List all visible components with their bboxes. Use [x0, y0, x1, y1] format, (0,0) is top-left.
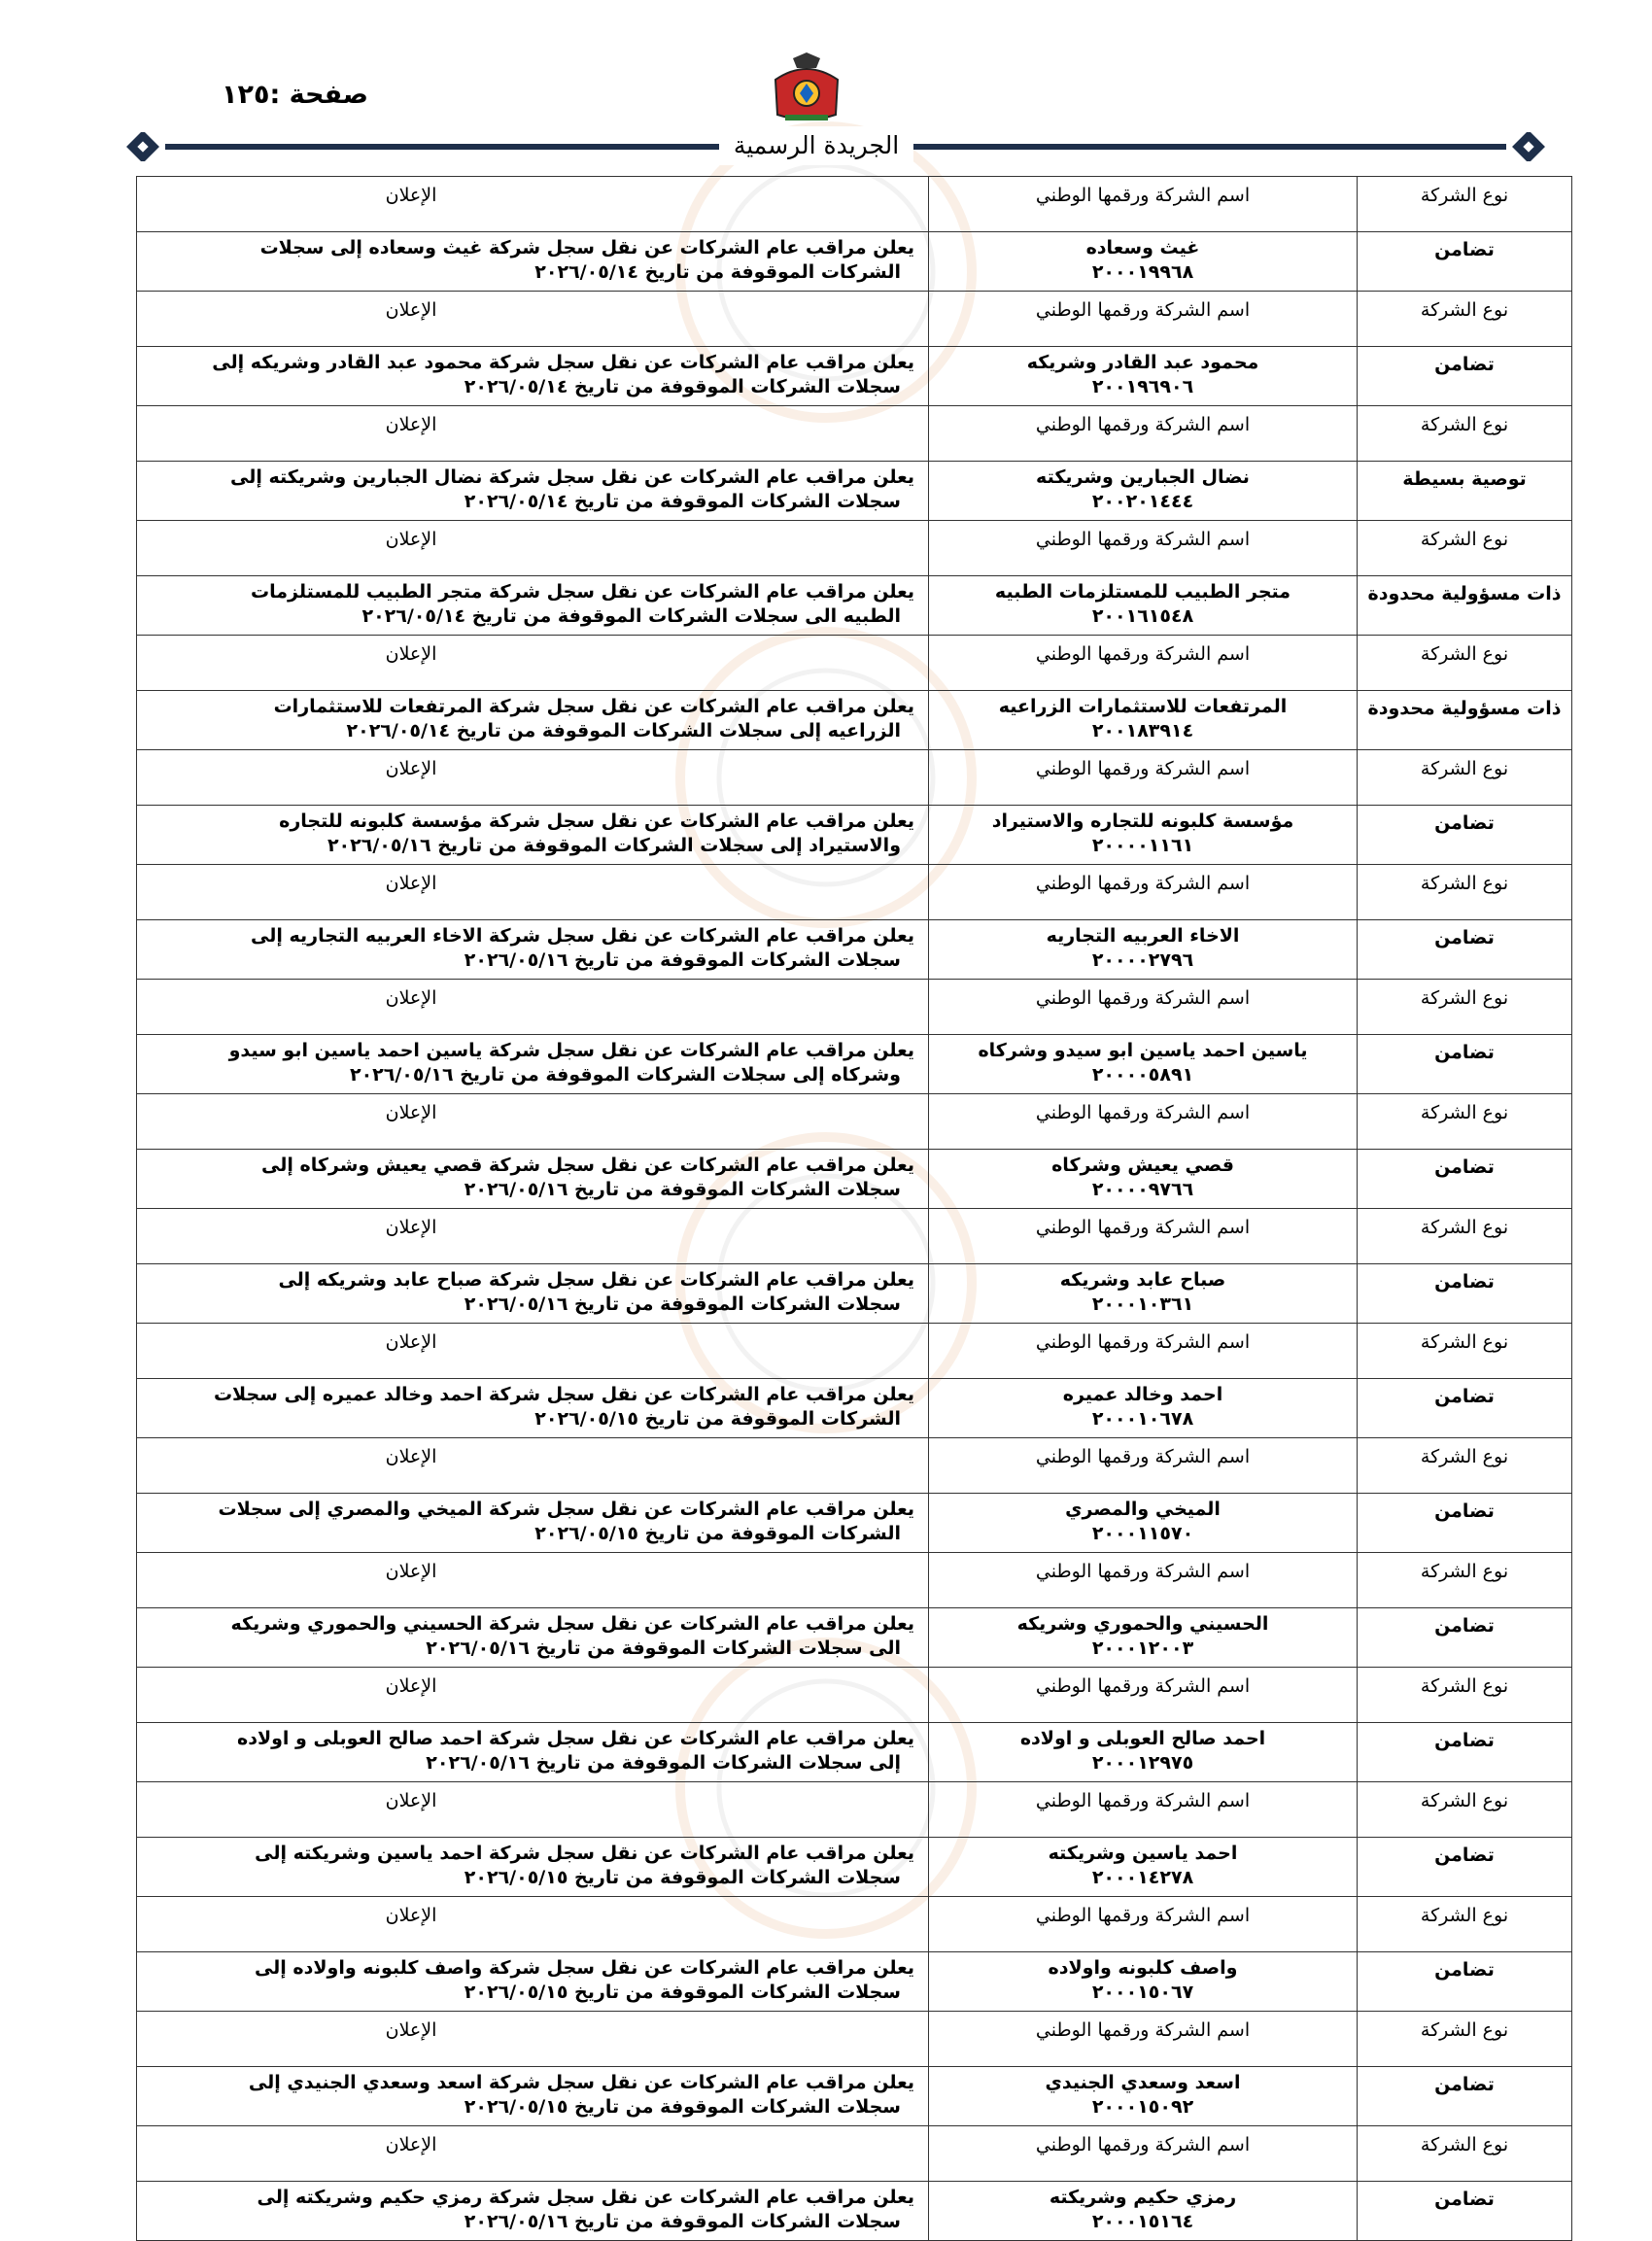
announcement-line-2: الى سجلات الشركات الموقوفة من تاريخ ٢٠٢٦/٠٥/١٦ — [426, 1638, 901, 1659]
header-announcement: الإعلان — [137, 2126, 929, 2182]
announcement-line-1: يعلن مراقب عام الشركات عن نقل سجل شركة صباح عابد وشريكه إلى — [278, 1269, 914, 1291]
announcement-cell — [137, 1035, 929, 1094]
company-name-cell — [929, 1952, 1358, 2012]
header-name: اسم الشركة ورقمها الوطني — [929, 1897, 1358, 1952]
header-name: اسم الشركة ورقمها الوطني — [929, 1094, 1358, 1150]
company-name-cell — [929, 462, 1358, 521]
header-type: نوع الشركة — [1358, 2126, 1572, 2182]
header-type: نوع الشركة — [1358, 1897, 1572, 1952]
announcement-cell — [137, 806, 929, 865]
company-row — [137, 1150, 1572, 1209]
header-type: نوع الشركة — [1358, 980, 1572, 1035]
column-header-row — [137, 1553, 1572, 1608]
company-name: صباح عابد وشريكه — [1059, 1269, 1226, 1291]
company-number: ٢٠٠١٨٣٩١٤ — [1091, 720, 1194, 741]
company-number: ٢٠٠٠١٥١٦٤ — [1091, 2211, 1194, 2232]
header-name: اسم الشركة ورقمها الوطني — [929, 1782, 1358, 1838]
column-header-row — [137, 1668, 1572, 1723]
header-announcement: الإعلان — [137, 406, 929, 462]
company-number: ٢٠٠٠٠١١٦١ — [1091, 835, 1194, 856]
header-announcement: الإعلان — [137, 1897, 929, 1952]
gazette-title: الجريدة الرسمية — [719, 126, 913, 165]
column-header-row — [137, 2012, 1572, 2067]
company-row — [137, 1379, 1572, 1438]
company-name: نضال الجبارين وشريكته — [1036, 466, 1250, 488]
company-name-cell — [929, 1379, 1358, 1438]
column-header-row — [137, 980, 1572, 1035]
announcement-line-1: يعلن مراقب عام الشركات عن نقل سجل شركة الميخي والمصري إلى سجلات — [218, 1499, 914, 1520]
announcement-line-2: والاستيراد إلى سجلات الشركات الموقوفة من تاريخ ٢٠٢٦/٠٥/١٦ — [327, 835, 901, 856]
announcement-cell — [137, 1150, 929, 1209]
announcement-line-2: سجلات الشركات الموقوفة من تاريخ ٢٠٢٦/٠٥/١٦ — [464, 1179, 901, 1200]
company-row — [137, 691, 1572, 750]
announcement-line-2: سجلات الشركات الموقوفة من تاريخ ٢٠٢٦/٠٥/١٤ — [464, 376, 901, 397]
company-number: ٢٠٠٠٠٥٨٩١ — [1091, 1064, 1194, 1086]
announcement-line-1: يعلن مراقب عام الشركات عن نقل سجل شركة الحسيني والحموري وشريكه — [230, 1613, 914, 1635]
company-row — [137, 347, 1572, 406]
company-number: ٢٠٠٠١٥٠٦٧ — [1091, 1982, 1194, 2003]
header-name: اسم الشركة ورقمها الوطني — [929, 865, 1358, 920]
company-name: متجر الطبيب للمستلزمات الطبيه — [994, 581, 1291, 603]
company-name-cell — [929, 1035, 1358, 1094]
header-name: اسم الشركة ورقمها الوطني — [929, 2012, 1358, 2067]
company-type: تضامن — [1358, 1723, 1572, 1782]
header-name: اسم الشركة ورقمها الوطني — [929, 177, 1358, 232]
company-name: غيث وسعاده — [1085, 237, 1200, 259]
header-type: نوع الشركة — [1358, 2012, 1572, 2067]
announcement-line-2: سجلات الشركات الموقوفة من تاريخ ٢٠٢٦/٠٥/١٥ — [464, 2096, 901, 2118]
company-type: تضامن — [1358, 1379, 1572, 1438]
announcement-line-2: الطبيه الى سجلات الشركات الموقوفة من تاريخ ٢٠٢٦/٠٥/١٤ — [361, 605, 901, 627]
header-name: اسم الشركة ورقمها الوطني — [929, 1324, 1358, 1379]
announcement-line-1: يعلن مراقب عام الشركات عن نقل سجل شركة واصف كلبونه واولاده إلى — [254, 1957, 914, 1979]
column-header-row — [137, 1094, 1572, 1150]
company-type: تضامن — [1358, 1838, 1572, 1897]
company-name-cell — [929, 1494, 1358, 1553]
announcement-line-1: يعلن مراقب عام الشركات عن نقل سجل شركة قصي يعيش وشركاه إلى — [261, 1155, 914, 1176]
column-header-row — [137, 292, 1572, 347]
announcement-line-2: الشركات الموقوفة من تاريخ ٢٠٢٦/٠٥/١٥ — [534, 1523, 901, 1544]
announcement-cell — [137, 691, 929, 750]
column-header-row — [137, 1897, 1572, 1952]
header-type: نوع الشركة — [1358, 1209, 1572, 1264]
column-header-row — [137, 750, 1572, 806]
announcement-cell — [137, 1494, 929, 1553]
announcement-line-1: يعلن مراقب عام الشركات عن نقل سجل شركة الاخاء العربيه التجاريه إلى — [251, 925, 914, 947]
header-announcement: الإعلان — [137, 1209, 929, 1264]
announcement-cell — [137, 920, 929, 980]
company-name-cell — [929, 2182, 1358, 2241]
company-number: ٢٠٠٠١٢٠٠٣ — [1091, 1638, 1194, 1659]
header-name: اسم الشركة ورقمها الوطني — [929, 980, 1358, 1035]
header-name: اسم الشركة ورقمها الوطني — [929, 1209, 1358, 1264]
header-announcement: الإعلان — [137, 521, 929, 576]
company-type: تضامن — [1358, 1035, 1572, 1094]
company-name: واصف كلبونه واولاده — [1048, 1957, 1238, 1979]
company-number: ٢٠٠٠١٩٩٦٨ — [1091, 261, 1194, 283]
header-name: اسم الشركة ورقمها الوطني — [929, 2126, 1358, 2182]
header-name: اسم الشركة ورقمها الوطني — [929, 636, 1358, 691]
announcement-line-2: سجلات الشركات الموقوفة من تاريخ ٢٠٢٦/٠٥/١٥ — [464, 1982, 901, 2003]
company-type: تضامن — [1358, 1952, 1572, 2012]
column-header-row — [137, 865, 1572, 920]
header-announcement: الإعلان — [137, 2012, 929, 2067]
company-name: احمد صالح العوبلى و اولاده — [1019, 1728, 1266, 1749]
company-row — [137, 806, 1572, 865]
company-type: تضامن — [1358, 2067, 1572, 2126]
header-name: اسم الشركة ورقمها الوطني — [929, 750, 1358, 806]
company-number: ٢٠٠٠٠٢٧٩٦ — [1091, 949, 1194, 971]
header-announcement: الإعلان — [137, 1438, 929, 1494]
header-announcement: الإعلان — [137, 636, 929, 691]
header-type: نوع الشركة — [1358, 750, 1572, 806]
page-number: صفحة :١٢٥ — [222, 80, 369, 110]
company-row — [137, 1952, 1572, 2012]
header-announcement: الإعلان — [137, 865, 929, 920]
company-row — [137, 1608, 1572, 1668]
announcement-cell — [137, 2182, 929, 2241]
column-header-row — [137, 1209, 1572, 1264]
announcement-cell — [137, 1608, 929, 1668]
company-type: تضامن — [1358, 806, 1572, 865]
announcement-line-2: وشركاه إلى سجلات الشركات الموقوفة من تاريخ ٢٠٢٦/٠٥/١٦ — [349, 1064, 901, 1086]
announcement-line-1: يعلن مراقب عام الشركات عن نقل سجل شركة المرتفعات للاستثمارات — [273, 696, 914, 717]
header-announcement: الإعلان — [137, 1553, 929, 1608]
company-number: ٢٠٠٠١٢٩٧٥ — [1091, 1752, 1194, 1774]
company-number: ٢٠٠١٩٦٩٠٦ — [1091, 376, 1194, 397]
announcement-line-1: يعلن مراقب عام الشركات عن نقل سجل شركة ياسين احمد ياسين ابو سيدو — [228, 1040, 914, 1061]
header-announcement: الإعلان — [137, 292, 929, 347]
company-name: الاخاء العربيه التجاريه — [1046, 925, 1240, 947]
announcement-line-2: الشركات الموقوفة من تاريخ ٢٠٢٦/٠٥/١٥ — [534, 1408, 901, 1430]
company-name-cell — [929, 691, 1358, 750]
announcement-cell — [137, 2067, 929, 2126]
header-announcement: الإعلان — [137, 1094, 929, 1150]
announcement-line-2: سجلات الشركات الموقوفة من تاريخ ٢٠٢٦/٠٥/١٦ — [464, 2211, 901, 2232]
header-announcement: الإعلان — [137, 980, 929, 1035]
company-row — [137, 1264, 1572, 1324]
header-name: اسم الشركة ورقمها الوطني — [929, 406, 1358, 462]
company-name-cell — [929, 920, 1358, 980]
company-name: الميخي والمصري — [1065, 1499, 1221, 1520]
announcement-line-1: يعلن مراقب عام الشركات عن نقل سجل شركة احمد صالح العوبلى و اولاده — [237, 1728, 914, 1749]
announcement-line-1: يعلن مراقب عام الشركات عن نقل سجل شركة نضال الجبارين وشريكته إلى — [229, 466, 914, 488]
announcement-line-2: إلى سجلات الشركات الموقوفة من تاريخ ٢٠٢٦/٠٥/١٦ — [426, 1752, 901, 1774]
company-type: تضامن — [1358, 1150, 1572, 1209]
announcement-cell — [137, 347, 929, 406]
company-name: الحسيني والحموري وشريكه — [1016, 1613, 1269, 1635]
company-type: تضامن — [1358, 1608, 1572, 1668]
company-name-cell — [929, 2067, 1358, 2126]
company-row — [137, 2067, 1572, 2126]
company-row — [137, 462, 1572, 521]
header-name: اسم الشركة ورقمها الوطني — [929, 292, 1358, 347]
company-name: احمد ياسين وشريكته — [1048, 1843, 1238, 1864]
column-header-row — [137, 1782, 1572, 1838]
company-name: اسعد وسعدي الجنيدي — [1045, 2072, 1241, 2093]
company-number: ٢٠٠٠١٠٣٦١ — [1091, 1293, 1194, 1315]
company-type: تضامن — [1358, 347, 1572, 406]
company-name-cell — [929, 1608, 1358, 1668]
header-type: نوع الشركة — [1358, 1782, 1572, 1838]
announcement-line-2: سجلات الشركات الموقوفة من تاريخ ٢٠٢٦/٠٥/١٦ — [464, 1293, 901, 1315]
announcement-line-1: يعلن مراقب عام الشركات عن نقل سجل شركة متجر الطبيب للمستلزمات — [251, 581, 914, 603]
announcement-cell — [137, 1264, 929, 1324]
company-name-cell — [929, 1264, 1358, 1324]
header-type: نوع الشركة — [1358, 292, 1572, 347]
company-name-cell — [929, 1838, 1358, 1897]
company-row — [137, 1494, 1572, 1553]
column-header-row — [137, 636, 1572, 691]
announcement-line-1: يعلن مراقب عام الشركات عن نقل سجل شركة احمد ياسين وشريكته إلى — [255, 1843, 914, 1864]
company-number: ٢٠٠٠١٤٢٧٨ — [1091, 1867, 1194, 1888]
company-number: ٢٠٠٠٠٩٧٦٦ — [1091, 1179, 1194, 1200]
header-announcement: الإعلان — [137, 750, 929, 806]
header-type: نوع الشركة — [1358, 1668, 1572, 1723]
header-type: نوع الشركة — [1358, 521, 1572, 576]
company-row — [137, 2182, 1572, 2241]
column-header-row — [137, 1438, 1572, 1494]
announcement-line-1: يعلن مراقب عام الشركات عن نقل سجل شركة محمود عبد القادر وشريكه إلى — [212, 352, 914, 373]
announcement-cell — [137, 1723, 929, 1782]
company-name: ياسين احمد ياسين ابو سيدو وشركاه — [978, 1040, 1308, 1061]
header-name: اسم الشركة ورقمها الوطني — [929, 521, 1358, 576]
company-name-cell — [929, 232, 1358, 292]
company-name-cell — [929, 576, 1358, 636]
header-type: نوع الشركة — [1358, 1553, 1572, 1608]
announcement-cell — [137, 1379, 929, 1438]
header-type: نوع الشركة — [1358, 1094, 1572, 1150]
company-row — [137, 1838, 1572, 1897]
company-name: مؤسسة كلبونه للتجاره والاستيراد — [991, 810, 1294, 832]
column-header-row — [137, 1324, 1572, 1379]
company-type: توصية بسيطة — [1358, 462, 1572, 521]
company-row — [137, 1035, 1572, 1094]
company-name: المرتفعات للاستثمارات الزراعيه — [998, 696, 1288, 717]
header-name: اسم الشركة ورقمها الوطني — [929, 1438, 1358, 1494]
coat-of-arms-icon — [768, 51, 845, 126]
header-name: اسم الشركة ورقمها الوطني — [929, 1553, 1358, 1608]
announcement-cell — [137, 1952, 929, 2012]
company-number: ٢٠٠٢٠١٤٤٤ — [1091, 491, 1194, 512]
column-header-row — [137, 521, 1572, 576]
announcement-line-2: سجلات الشركات الموقوفة من تاريخ ٢٠٢٦/٠٥/١٦ — [464, 949, 901, 971]
header-announcement: الإعلان — [137, 1668, 929, 1723]
announcement-line-1: يعلن مراقب عام الشركات عن نقل سجل شركة احمد وخالد عميره إلى سجلات — [213, 1384, 914, 1405]
company-type: تضامن — [1358, 1264, 1572, 1324]
header-announcement: الإعلان — [137, 1782, 929, 1838]
header-name: اسم الشركة ورقمها الوطني — [929, 1668, 1358, 1723]
header-type: نوع الشركة — [1358, 177, 1572, 232]
company-name-cell — [929, 806, 1358, 865]
announcement-line-2: سجلات الشركات الموقوفة من تاريخ ٢٠٢٦/٠٥/١٤ — [464, 491, 901, 512]
company-row — [137, 1723, 1572, 1782]
announcement-cell — [137, 576, 929, 636]
company-number: ٢٠٠١٦١٥٤٨ — [1091, 605, 1194, 627]
company-type: تضامن — [1358, 920, 1572, 980]
company-number: ٢٠٠٠١٥٠٩٢ — [1091, 2096, 1194, 2118]
company-name: قصي يعيش وشركاه — [1051, 1155, 1234, 1176]
company-name: رمزي حكيم وشريكته — [1049, 2187, 1237, 2208]
header-type: نوع الشركة — [1358, 865, 1572, 920]
announcement-cell — [137, 1838, 929, 1897]
company-name: محمود عبد القادر وشريكه — [1026, 352, 1259, 373]
company-row — [137, 576, 1572, 636]
announcement-line-2: الزراعيه إلى سجلات الشركات الموقوفة من تاريخ ٢٠٢٦/٠٥/١٤ — [346, 720, 901, 741]
announcement-cell — [137, 232, 929, 292]
company-name-cell — [929, 347, 1358, 406]
announcement-cell — [137, 462, 929, 521]
company-type: تضامن — [1358, 232, 1572, 292]
column-header-row — [137, 2126, 1572, 2182]
header-announcement: الإعلان — [137, 1324, 929, 1379]
announcement-line-2: سجلات الشركات الموقوفة من تاريخ ٢٠٢٦/٠٥/١٥ — [464, 1867, 901, 1888]
announcement-line-1: يعلن مراقب عام الشركات عن نقل سجل شركة اسعد وسعدي الجنيدي إلى — [248, 2072, 914, 2093]
column-header-row — [137, 406, 1572, 462]
header-type: نوع الشركة — [1358, 1324, 1572, 1379]
company-number: ٢٠٠٠١١٥٧٠ — [1091, 1523, 1194, 1544]
company-type: تضامن — [1358, 1494, 1572, 1553]
company-name-cell — [929, 1150, 1358, 1209]
announcement-line-1: يعلن مراقب عام الشركات عن نقل سجل شركة رمزي حكيم وشريكته إلى — [257, 2187, 914, 2208]
header-type: نوع الشركة — [1358, 636, 1572, 691]
announcement-line-2: الشركات الموقوفة من تاريخ ٢٠٢٦/٠٥/١٤ — [534, 261, 901, 283]
company-row — [137, 920, 1572, 980]
column-header-row — [137, 177, 1572, 232]
company-name: احمد وخالد عميره — [1062, 1384, 1223, 1405]
notices-table — [136, 176, 1572, 2241]
header-announcement: الإعلان — [137, 177, 929, 232]
company-row — [137, 232, 1572, 292]
company-number: ٢٠٠٠١٠٦٧٨ — [1091, 1408, 1194, 1430]
header-type: نوع الشركة — [1358, 406, 1572, 462]
company-name-cell — [929, 1723, 1358, 1782]
company-type: ذات مسؤولية محدودة — [1358, 576, 1572, 636]
company-type: ذات مسؤولية محدودة — [1358, 691, 1572, 750]
announcement-line-1: يعلن مراقب عام الشركات عن نقل سجل شركة مؤسسة كلبونه للتجاره — [279, 810, 914, 832]
header-type: نوع الشركة — [1358, 1438, 1572, 1494]
company-type: تضامن — [1358, 2182, 1572, 2241]
announcement-line-1: يعلن مراقب عام الشركات عن نقل سجل شركة غيث وسعاده إلى سجلات — [259, 237, 914, 259]
